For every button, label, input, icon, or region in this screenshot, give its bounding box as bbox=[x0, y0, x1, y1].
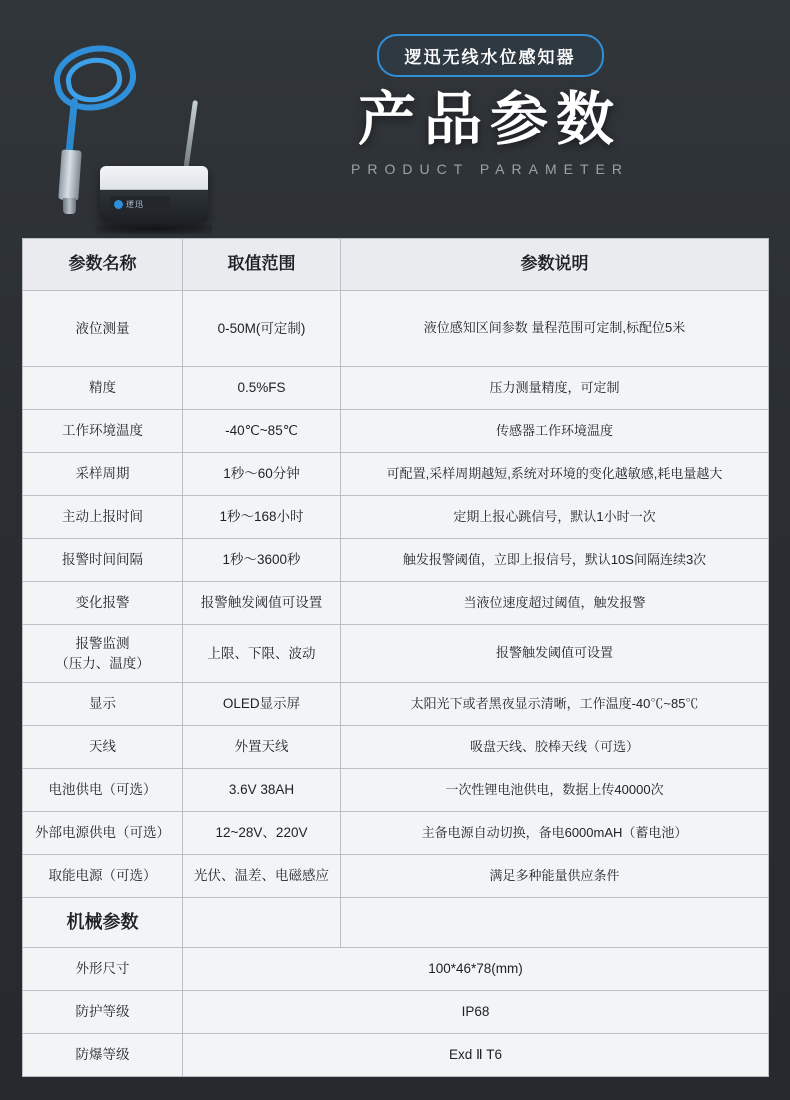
product-photo bbox=[38, 38, 218, 213]
column-header-name: 参数名称 bbox=[23, 239, 183, 291]
table-row bbox=[23, 496, 769, 539]
cell-param-name: 报警监测 （压力、温度） bbox=[23, 625, 183, 683]
table-row bbox=[23, 539, 769, 582]
device-body bbox=[100, 166, 208, 222]
table-row bbox=[23, 625, 769, 683]
cell-param-name: 液位测量 bbox=[23, 291, 183, 367]
cell-param-range: -40℃~85℃ bbox=[183, 410, 341, 453]
cell-param-name: 电池供电（可选） bbox=[23, 769, 183, 812]
cell-param-desc: 太阳光下或者黑夜显示清晰，工作温度-40℃~85℃ bbox=[341, 683, 769, 726]
cell-param-desc: 压力测量精度，可定制 bbox=[341, 367, 769, 410]
table-row bbox=[23, 991, 769, 1034]
cell-param-desc: 报警触发阈值可设置 bbox=[341, 625, 769, 683]
cell-param-name: 工作环境温度 bbox=[23, 410, 183, 453]
cell-param-desc: 传感器工作环境温度 bbox=[341, 410, 769, 453]
parameter-table bbox=[22, 238, 769, 1077]
table-row bbox=[23, 291, 769, 367]
table-row bbox=[23, 855, 769, 898]
cell-param-name: 外形尺寸 bbox=[23, 948, 183, 991]
cell-param-value: Exd Ⅱ T6 bbox=[183, 1034, 769, 1077]
cell-param-desc: 液位感知区间参数 量程范围可定制,标配位5米 bbox=[341, 291, 769, 367]
cell-param-name: 主动上报时间 bbox=[23, 496, 183, 539]
device-shadow bbox=[96, 224, 212, 234]
cell-param-range: 光伏、温差、电磁感应 bbox=[183, 855, 341, 898]
cell-param-name: 报警时间间隔 bbox=[23, 539, 183, 582]
table-head bbox=[23, 239, 769, 291]
cell-param-range: 3.6V 38AH bbox=[183, 769, 341, 812]
cell-param-range: 12~28V、220V bbox=[183, 812, 341, 855]
title-block bbox=[220, 34, 760, 177]
cell-param-range: 外置天线 bbox=[183, 726, 341, 769]
section-blank-cell bbox=[341, 898, 769, 948]
device-logo-text: 逻迅 bbox=[126, 199, 144, 209]
water-level-probe bbox=[58, 149, 81, 200]
cell-param-name: 天线 bbox=[23, 726, 183, 769]
cell-param-name: 变化报警 bbox=[23, 582, 183, 625]
section-blank-cell bbox=[183, 898, 341, 948]
product-badge: 逻迅无线水位感知器 bbox=[377, 34, 604, 77]
cell-param-range: 1秒～60分钟 bbox=[183, 453, 341, 496]
cell-param-desc: 满足多种能量供应条件 bbox=[341, 855, 769, 898]
cell-param-name: 采样周期 bbox=[23, 453, 183, 496]
cell-param-name: 防爆等级 bbox=[23, 1034, 183, 1077]
cell-param-range: OLED显示屏 bbox=[183, 683, 341, 726]
page-subtitle: PRODUCT PARAMETER bbox=[351, 161, 629, 177]
table-header-row bbox=[23, 239, 769, 291]
table-row bbox=[23, 453, 769, 496]
cell-param-range: 0-50M(可定制) bbox=[183, 291, 341, 367]
cell-param-value: 100*46*78(mm) bbox=[183, 948, 769, 991]
parameter-table-wrap bbox=[22, 238, 768, 1077]
cell-param-name: 取能电源（可选） bbox=[23, 855, 183, 898]
cell-param-desc: 定期上报心跳信号，默认1小时一次 bbox=[341, 496, 769, 539]
table-row bbox=[23, 812, 769, 855]
cell-param-value: IP68 bbox=[183, 991, 769, 1034]
table-row bbox=[23, 410, 769, 453]
table-body bbox=[23, 291, 769, 1077]
table-row bbox=[23, 1034, 769, 1077]
cell-param-name: 外部电源供电（可选） bbox=[23, 812, 183, 855]
cell-param-desc: 当液位速度超过阈值，触发报警 bbox=[341, 582, 769, 625]
table-row bbox=[23, 683, 769, 726]
table-row bbox=[23, 948, 769, 991]
cell-param-name: 显示 bbox=[23, 683, 183, 726]
cell-param-range: 1秒～3600秒 bbox=[183, 539, 341, 582]
cell-param-name: 防护等级 bbox=[23, 991, 183, 1034]
section-title-mechanical: 机械参数 bbox=[23, 898, 183, 948]
cell-param-desc: 触发报警阈值，立即上报信号，默认10S间隔连续3次 bbox=[341, 539, 769, 582]
cell-param-range: 1秒～168小时 bbox=[183, 496, 341, 539]
table-row bbox=[23, 582, 769, 625]
cell-param-range: 0.5%FS bbox=[183, 367, 341, 410]
device-display bbox=[110, 196, 170, 212]
table-row bbox=[23, 726, 769, 769]
table-section-row bbox=[23, 898, 769, 948]
page-header bbox=[0, 0, 790, 228]
cell-param-desc: 主备电源自动切换，备电6000mAH（蓄电池） bbox=[341, 812, 769, 855]
brand-logo-icon bbox=[114, 200, 123, 209]
cell-param-desc: 一次性锂电池供电，数据上传40000次 bbox=[341, 769, 769, 812]
cell-param-range: 报警触发阈值可设置 bbox=[183, 582, 341, 625]
cell-param-desc: 吸盘天线、胶棒天线（可选） bbox=[341, 726, 769, 769]
table-row bbox=[23, 769, 769, 812]
probe-tip bbox=[63, 198, 76, 214]
column-header-range: 取值范围 bbox=[183, 239, 341, 291]
cell-param-name: 精度 bbox=[23, 367, 183, 410]
cell-param-range: 上限、下限、波动 bbox=[183, 625, 341, 683]
table-row bbox=[23, 367, 769, 410]
column-header-desc: 参数说明 bbox=[341, 239, 769, 291]
page-title: 产品参数 bbox=[357, 87, 622, 152]
antenna-icon bbox=[183, 100, 198, 172]
cell-param-desc: 可配置,采样周期越短,系统对环境的变化越敏感,耗电量越大 bbox=[341, 453, 769, 496]
